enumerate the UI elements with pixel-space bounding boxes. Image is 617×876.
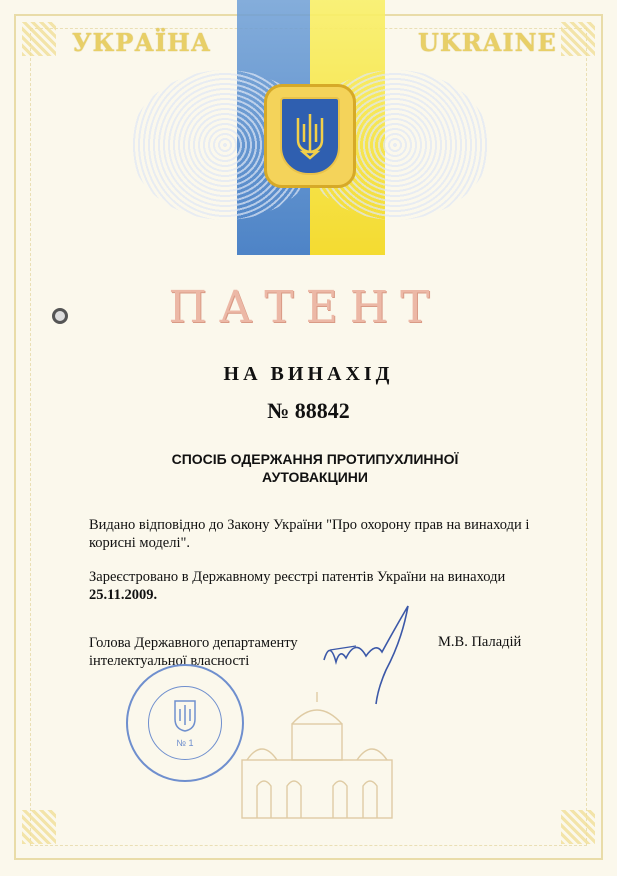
country-name-english: UKRAINE [418, 28, 557, 57]
trident-icon [280, 97, 340, 175]
document-title: ПАТЕНТ [168, 282, 442, 333]
signatory-position [89, 634, 319, 670]
registration-statement [89, 568, 539, 604]
issuance-statement: Видано відповідно до Закону України "Про охорону прав на винаходи і корисні моделі". [89, 517, 530, 551]
position-line-2: інтелектуальної власності [89, 653, 250, 669]
signatory-name: М.В. Паладій [438, 634, 522, 650]
registration-text: Зареєстровано в Державному реєстрі патентів України на винаходи [89, 569, 506, 585]
seal-number: № 1 [176, 737, 194, 748]
document-subtitle: НА ВИНАХІД [223, 363, 394, 385]
patent-number: № 88842 [267, 398, 350, 423]
invention-title: СПОСІБ ОДЕРЖАННЯ ПРОТИПУХЛИННОЇ АУТОВАКЦИНИ [171, 451, 459, 485]
cathedral-watermark [232, 690, 402, 820]
binding-grommet [52, 308, 68, 324]
position-line-1: Голова Державного департаменту [89, 635, 298, 651]
coat-of-arms [264, 84, 356, 188]
corner-ornament [22, 810, 56, 844]
seal-center [148, 686, 222, 760]
corner-ornament [561, 810, 595, 844]
official-seal [126, 664, 244, 782]
corner-ornament [22, 22, 56, 56]
country-name-ukrainian: УКРАЇНА [72, 28, 212, 57]
seal-trident-icon [172, 699, 198, 733]
corner-ornament [561, 22, 595, 56]
registration-date: 25.11.2009. [89, 587, 158, 603]
